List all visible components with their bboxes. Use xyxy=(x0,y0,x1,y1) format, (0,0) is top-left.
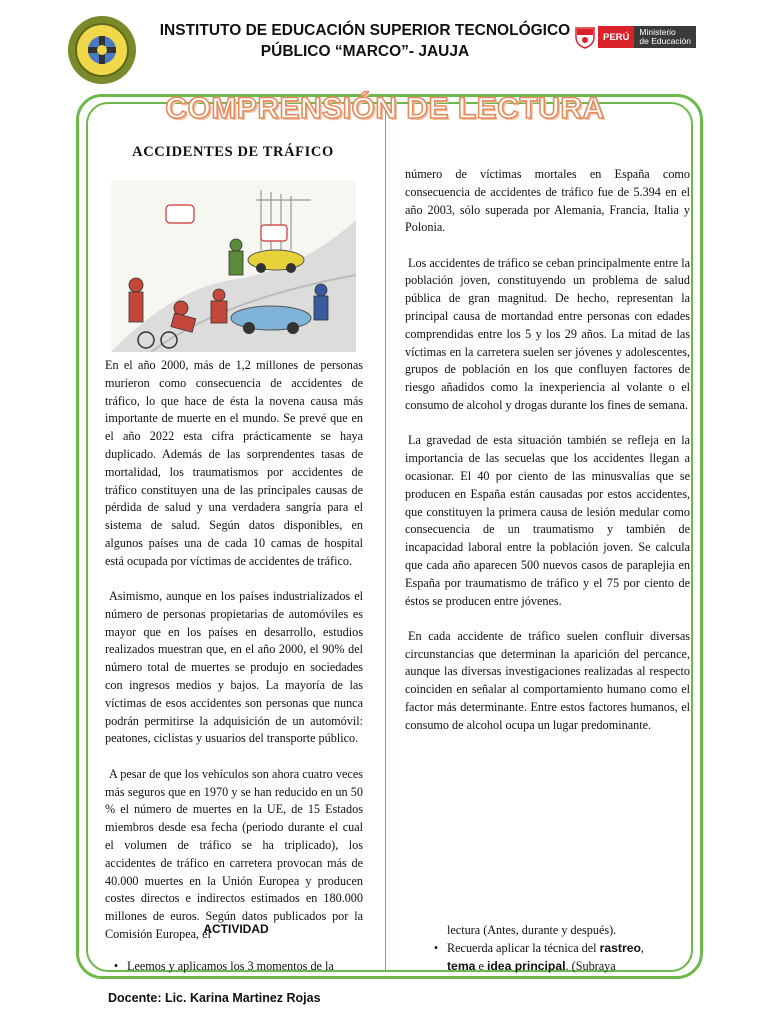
ministerio-line-2: de Educación xyxy=(639,36,691,46)
ministerio-line-1: Ministerio xyxy=(639,27,676,37)
peru-shield-icon xyxy=(572,25,598,49)
right-paragraph-3: La gravedad de esta situación también se refleja en la importancia de las secuelas que los accidentes llegan a ocasionar. El 40 por ciento de las minusvalías que se producen en España están causadas por estos accidentes, que constituyen la primera causa de lesión medular como consecuencia de un traumatismo y también de incapacidad laboral entre la población joven. Se calcula que cada año aparecen 500 nuevos casos de paraplejia en España por traumatismo de tráfico y el 75 por ciento de éstos se producen entre jóvenes. xyxy=(405,433,690,608)
activity-heading: ACTIVIDAD xyxy=(203,922,269,936)
bullet-2-tema: tema xyxy=(447,958,476,973)
bullet-1-start: Leemos y aplicamos los 3 momentos de la xyxy=(127,959,334,973)
institute-logo xyxy=(66,14,138,86)
bullet-1-end: lectura (Antes, durante y después). xyxy=(447,923,617,937)
bullet-2-comma: , xyxy=(640,940,644,955)
footer-teacher: Docente: Lic. Karina Martinez Rojas xyxy=(108,991,321,1005)
banner-title: COMPRENSIÓN DE LECTURA xyxy=(165,92,605,125)
left-paragraph-2: Asimismo, aunque en los países industrializados el número de personas propietarias de automóviles es mayor que en los países en desarrollo, estudios realizados muestran que, en el año 2000, el 90% del número total de muertes se produjo en sociedades con ingresos medios y bajos. La mayoría de las víctimas de esos accidentes son personas que nunca podrán permitirse la adquisición de un automóvil: peatones, ciclistas y usuarios del transporte público. xyxy=(105,589,363,746)
peru-label: PERÚ xyxy=(598,26,634,48)
bullet-2-rastreo: rastreo xyxy=(599,940,641,955)
bullet-2-idea: idea principal xyxy=(486,958,566,973)
institute-header xyxy=(130,20,600,62)
right-paragraph-2: Los accidentes de tráfico se ceban principalmente entre la población joven, constituyendo un problema de salud pública de gran magnitud. De hecho, representan la principal causa de mortandad entre personas con edades comprendidas entre los 5 y los 29 años. La mitad de las víctimas en la carretera suelen ser jóvenes y adolescentes, grupos de población en los que confluyen factores de riesgo añadidos como la inexperiencia al volante o el consumo de alcohol y drogas durante los fines de semana. xyxy=(405,255,690,413)
left-paragraph-3: A pesar de que los vehículos son ahora cuatro veces más seguros que en 1970 y se han reducido en un 50 % el número de muertes en la UE, de 15 Estados miembros desde esa fecha (periodo durante el cual el volumen de tráfico se ha triplicado), los accidentes de tráfico en carretera provocan más de 40.000 muertes en la Unión Europea y producen costes directos e indirectos estimados en 180.000 millones de euros. Según datos publicados por la Comisión Europea, el xyxy=(105,766,363,941)
right-paragraph-1: número de víctimas mortales en España como consecuencia de accidentes de tráfico fue de 5.394 en el año 2003, sólo superada por Alemania, Francia, Italia y Polonia. xyxy=(405,167,690,235)
bullet-icon: • xyxy=(433,940,439,955)
left-column-text xyxy=(105,357,363,944)
right-column-text xyxy=(405,166,690,735)
article-title: ACCIDENTES DE TRÁFICO xyxy=(132,144,334,160)
right-paragraph-4: En cada accidente de tráfico suelen confluir diversas circunstancias que determinan la aparición del percance, aunque las diversas investigaciones realizadas al respecto coinciden en señalar al comportamiento humano como el factor más determinante. Entre estos factores humanos, el consumo de alcohol ocupa un lugar predominante. xyxy=(405,628,690,732)
traffic-accident-illustration xyxy=(111,180,356,352)
ministerio-logo xyxy=(572,24,708,50)
activity-bullet-1 xyxy=(105,958,363,976)
header-line-1: INSTITUTO DE EDUCACIÓN SUPERIOR TECNOLÓGICO xyxy=(159,22,571,39)
bullet-2-prefix: Recuerda aplicar la técnica del xyxy=(447,940,600,955)
header-line-2: PÚBLICO “MARCO”- JAUJA xyxy=(260,43,470,60)
bullet-2-e: e xyxy=(475,958,487,973)
left-paragraph-1: En el año 2000, más de 1,2 millones de personas murieron como consecuencia de accidentes de tráfico, lo que hace de ésta la novena causa más importante de muerte en el mundo. Se prevé que en el año 2022 esta cifra prácticamente se haya duplicado. Además de las sorprendentes tasas de mortalidad, los traumatismos por accidentes de tráfico constituyen una de las principales causas de pérdida de salud y una verdadera sangría para el sistema de salud. Según datos disponibles, en algunos países una de cada 10 camas de hospital está ocupada por víctimas de accidentes de tráfico. xyxy=(105,358,363,568)
ministerio-label xyxy=(634,26,696,48)
bullet-2-suffix: . (Subraya xyxy=(565,958,616,973)
bullet-icon: • xyxy=(113,959,119,973)
activity-bullets-continued xyxy=(405,922,690,975)
column-divider xyxy=(385,104,386,970)
